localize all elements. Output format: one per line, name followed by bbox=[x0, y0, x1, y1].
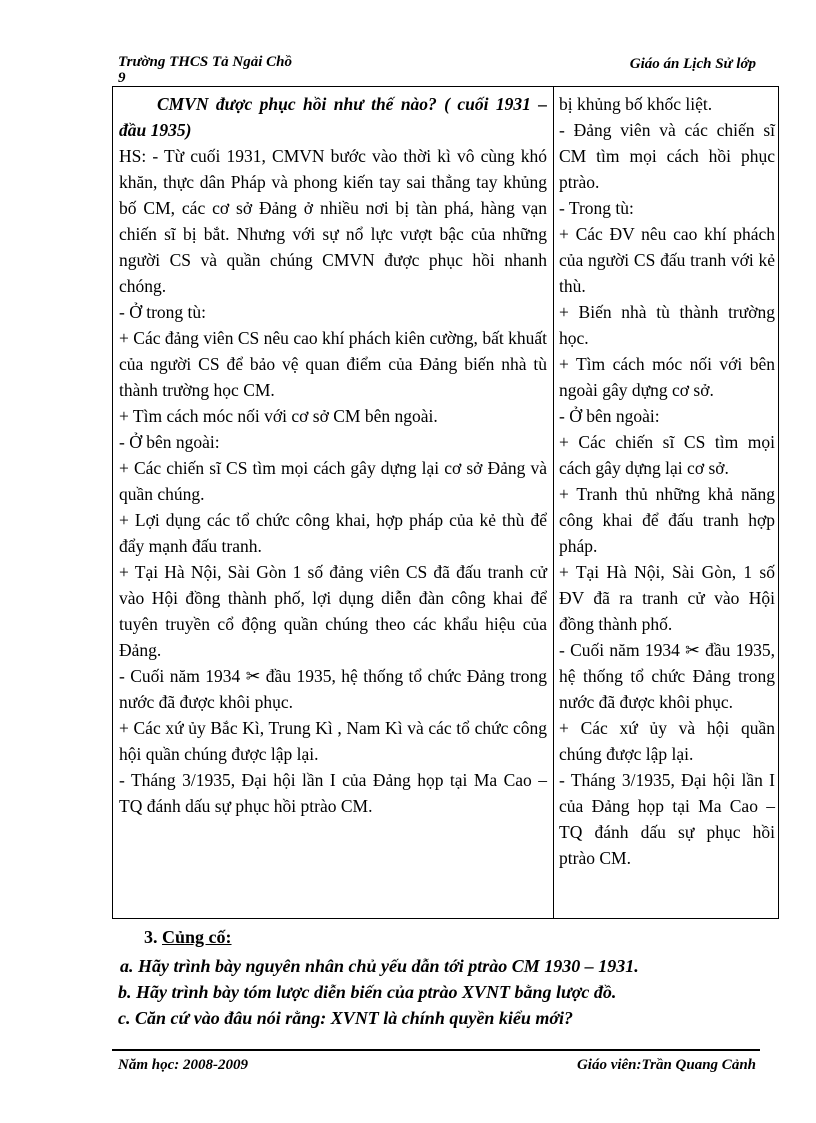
right-paragraph: - Trong tù: bbox=[559, 198, 634, 218]
left-paragraph: + Tìm cách móc nối với cơ sở CM bên ngoài. bbox=[119, 406, 438, 426]
left-paragraph: + Các đảng viên CS nêu cao khí phách kiên cường, bất khuất của người CS để bảo vệ quan điểm của Đảng biến nhà tù thành trường học CM. bbox=[119, 328, 547, 400]
question-c: c. Căn cứ vào đâu nói rằng: XVNT là chính quyền kiểu mới? bbox=[118, 1008, 573, 1028]
header-school-name: Trường THCS Tả Ngải Chồ bbox=[118, 54, 293, 70]
left-paragraph: CMVN được phục hồi như thế nào? ( cuối 1931 – đầu 1935) bbox=[119, 94, 547, 140]
right-paragraph: + Tìm cách móc nối với bên ngoài gây dựng cơ sở. bbox=[559, 354, 775, 400]
right-paragraph: + Các ĐV nêu cao khí phách của người CS đấu tranh với kẻ thù. bbox=[559, 224, 775, 296]
left-paragraph: + Các xứ ủy Bắc Kì, Trung Kì , Nam Kì và các tổ chức công hội quần chúng được lập lại. bbox=[119, 718, 547, 764]
content-summary-column bbox=[559, 91, 775, 871]
left-paragraph: - Tháng 3/1935, Đại hội lần I của Đảng họp tại Ma Cao – TQ đánh dấu sự phục hồi ptrào CM. bbox=[119, 770, 547, 816]
column-divider bbox=[553, 87, 554, 918]
section-title: Củng cố: bbox=[162, 927, 232, 947]
left-paragraph: - Ở trong tù: bbox=[119, 302, 207, 322]
right-paragraph: + Các chiến sĩ CS tìm mọi cách gây dựng lại cơ sở. bbox=[559, 432, 775, 478]
right-paragraph: + Tại Hà Nội, Sài Gòn, 1 số ĐV đã ra tranh cử vào Hội đồng thành phố. bbox=[559, 562, 775, 634]
right-paragraph: + Các xứ ủy và hội quần chúng được lập lại. bbox=[559, 718, 775, 764]
left-paragraph: + Lợi dụng các tổ chức công khai, hợp pháp của kẻ thù để đẩy mạnh đấu tranh. bbox=[119, 510, 547, 556]
footer-school-year: Năm học: 2008-2009 bbox=[118, 1057, 248, 1073]
right-paragraph: bị khủng bố khốc liệt. bbox=[559, 94, 713, 114]
right-paragraph: - Tháng 3/1935, Đại hội lần I của Đảng họp tại Ma Cao – TQ đánh dấu sự phục hồi ptrào CM. bbox=[559, 770, 775, 868]
header-subject: Giáo án Lịch Sử lớp bbox=[629, 56, 756, 72]
right-paragraph: - Ở bên ngoài: bbox=[559, 406, 660, 426]
left-paragraph: - Ở bên ngoài: bbox=[119, 432, 220, 452]
left-paragraph: - Cuối năm 1934 ✂ đầu 1935, hệ thống tổ chức Đảng trong nước đã được khôi phục. bbox=[119, 666, 547, 712]
right-paragraph: + Biến nhà tù thành trường học. bbox=[559, 302, 775, 348]
header-school bbox=[118, 54, 338, 86]
header-grade: 9 bbox=[118, 70, 126, 86]
section-number: 3. bbox=[144, 927, 158, 947]
left-paragraph: + Các chiến sĩ CS tìm mọi cách gây dựng lại cơ sở Đảng và quần chúng. bbox=[119, 458, 547, 504]
question-a: a. Hãy trình bày nguyên nhân chủ yếu dẫn tới ptrào CM 1930 – 1931. bbox=[120, 956, 639, 976]
question-b: b. Hãy trình bày tóm lược diễn biến của ptrào XVNT bằng lược đồ. bbox=[118, 982, 617, 1002]
left-paragraph: + Tại Hà Nội, Sài Gòn 1 số đảng viên CS đã đấu tranh cử vào Hội đồng thành phố, lợi dụng diễn đàn công khai để tuyên truyền cổ động quần chúng theo các khẩu hiệu của Đảng. bbox=[119, 562, 547, 660]
right-paragraph: - Đảng viên và các chiến sĩ CM tìm mọi cách hồi phục ptrào. bbox=[559, 120, 775, 192]
left-paragraph: HS: - Từ cuối 1931, CMVN bước vào thời kì vô cùng khó khăn, thực dân Pháp và phong kiến tay sai thẳng tay khủng bố CM, các cơ sở Đảng ở nhiều nơi bị tàn phá, hàng vạn chiến sĩ bị bắt. Nhưng với sự nổ lực vượt bậc của những người CS và quần chúng CMVN được phục hồi nhanh chóng. bbox=[119, 146, 547, 296]
footer-teacher: Giáo viên:Trần Quang Cảnh bbox=[576, 1057, 756, 1073]
lesson-table bbox=[112, 86, 779, 919]
teacher-student-activity-column bbox=[119, 91, 547, 819]
right-paragraph: - Cuối năm 1934 ✂ đầu 1935, hệ thống tổ chức Đảng trong nước đã được khôi phục. bbox=[559, 640, 775, 712]
section-heading bbox=[144, 927, 232, 948]
footer-rule bbox=[112, 1049, 760, 1051]
right-paragraph: + Tranh thủ những khả năng công khai để đấu tranh hợp pháp. bbox=[559, 484, 775, 556]
